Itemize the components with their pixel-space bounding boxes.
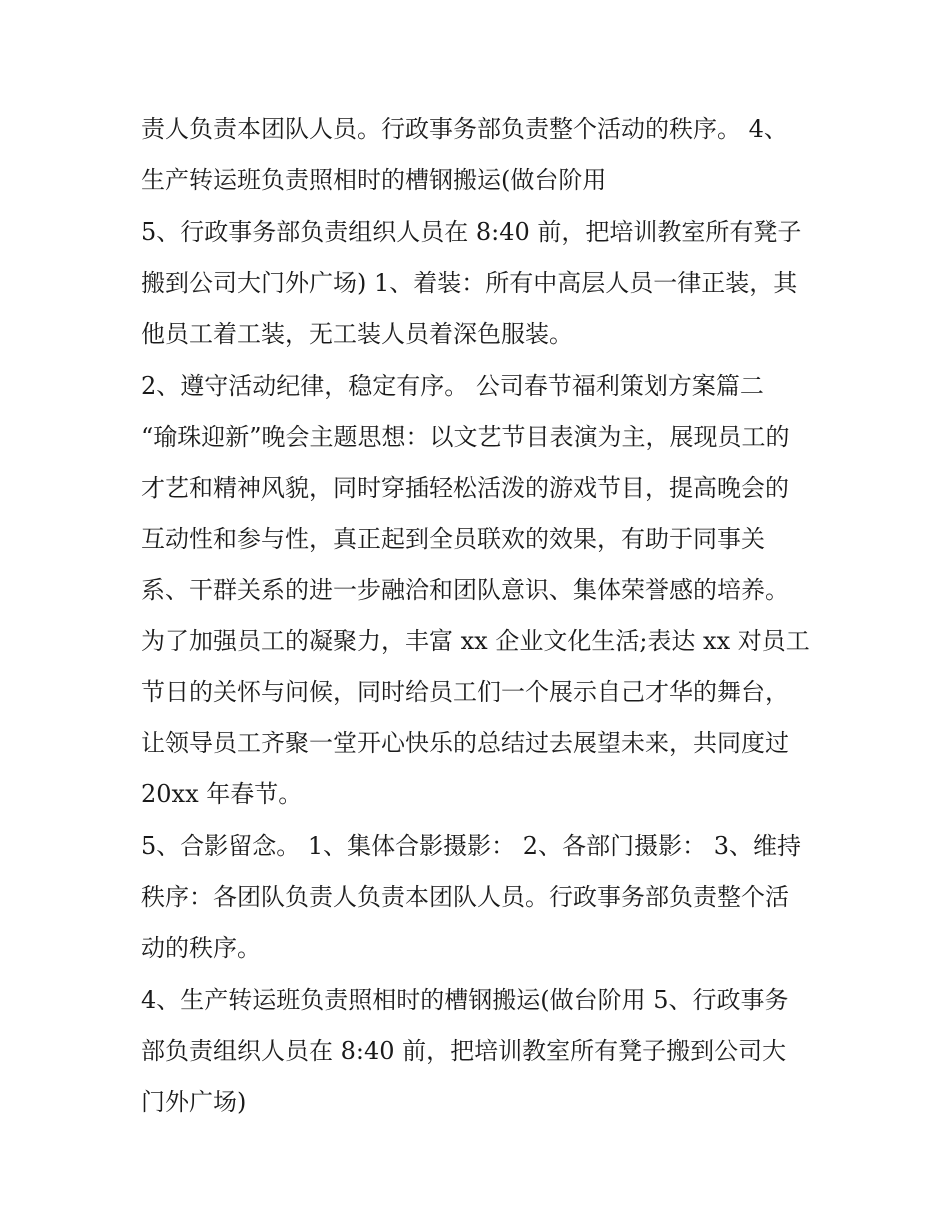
text-line: 2、遵守活动纪律，稳定有序。 公司春节福利策划方案篇二 [141,372,764,400]
text-line: 搬到公司大门外广场) 1、着装：所有中高层人员一律正装，其 [141,269,798,297]
paragraph-2 [141,207,821,360]
text-line: 动的秩序。 [141,934,261,962]
text-line: 系、干群关系的进一步融洽和团队意识、集体荣誉感的培养。 [141,576,789,604]
text-line: 他员工着工装，无工装人员着深色服装。 [141,320,573,348]
text-line: 秩序：各团队负责人负责本团队人员。行政事务部负责整个活 [141,883,789,911]
text-line: 节日的关怀与问候，同时给员工们一个展示自己才华的舞台， [141,678,789,706]
text-line: 生产转运班负责照相时的槽钢搬运(做台阶用 [141,166,607,194]
document-body [141,104,821,1128]
paragraph-4 [141,821,821,974]
text-line: 才艺和精神风貌，同时穿插轻松活泼的游戏节目，提高晚会的 [141,474,789,502]
text-line: “瑜珠迎新”晚会主题思想：以文艺节目表演为主，展现员工的 [141,423,790,451]
text-line: 5、合影留念。 1、集体合影摄影： 2、各部门摄影： 3、维持 [141,832,801,860]
text-line: 互动性和参与性，真正起到全员联欢的效果，有助于同事关 [141,525,765,553]
paragraph-3 [141,361,821,820]
text-line: 5、行政事务部负责组织人员在 8:40 前，把培训教室所有凳子 [141,218,802,246]
text-line: 部负责组织人员在 8:40 前，把培训教室所有凳子搬到公司大 [141,1037,787,1065]
paragraph-5 [141,975,821,1128]
text-line: 让领导员工齐聚一堂开心快乐的总结过去展望未来，共同度过 [141,729,789,757]
text-line: 20xx 年春节。 [141,780,303,808]
paragraph-1 [141,104,821,206]
text-line: 为了加强员工的凝聚力，丰富 xx 企业文化生活;表达 xx 对员工 [141,627,810,655]
text-line: 4、生产转运班负责照相时的槽钢搬运(做台阶用 5、行政事务 [141,986,789,1014]
text-line: 门外广场) [141,1088,247,1116]
text-line: 责人负责本团队人员。行政事务部负责整个活动的秩序。 4、 [141,115,788,143]
